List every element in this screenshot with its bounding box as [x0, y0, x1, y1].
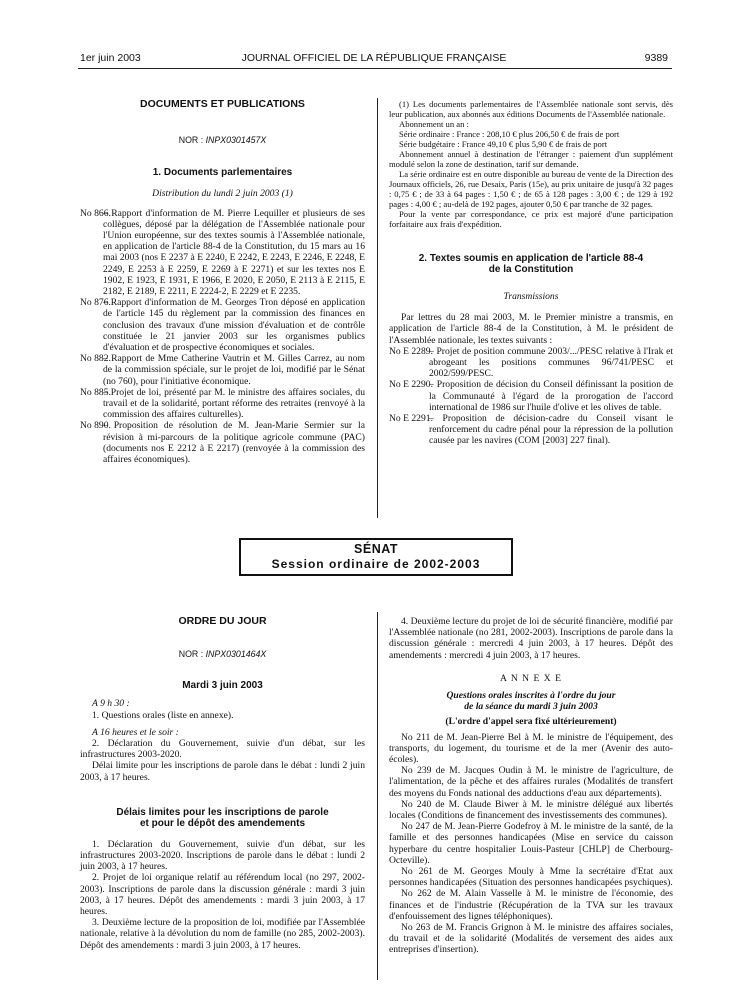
time-16h: A 16 heures et le soir : [92, 726, 179, 738]
section-title: ORDRE DU JOUR [178, 615, 267, 627]
question-item: No 261 de M. Georges Mouly à Mme la secrétaire d'Etat aux personnes handicapées (Situation des personnes handicapées psychiques). [389, 866, 673, 889]
list-item: No 885. – Projet de loi, présenté par M. le ministre des affaires sociales, du travail et de la solidarité, portant réforme des retraites (renvoyé à la commission des affaires culturelles). [80, 386, 365, 421]
right-bottom-column [389, 616, 673, 956]
serie-disponible: La série ordinaire est en outre disponible au bureau de vente de la Direction des Journaux officiels, 26, rue Desaix, Paris (15e), au prix unitaire de jusqu'à 32 pages : 0,75 € ; de 33 à 64 pages : 1,50 € ; de 65 à 128 pages : 3,00 € ; de 129 à 192 pages : 4,00 € ; au-delà de 192 pages, ajouter 0,50 € par tranche de 32 pages. [389, 169, 673, 209]
column-divider-top [377, 98, 378, 518]
question-item: No 247 de M. Jean-Pierre Godefroy à M. le ministre de la santé, de la famille et des personnes handicapées (Mise en service du caisson hyperbare du centre hospitalier Louis-Pasteur [CHLP] de Cherbourg-Octeville). [389, 821, 673, 866]
list-item: No 876. – Rapport d'information de M. Georges Tron déposé en application de l'article 145 du règlement par la commission des finances en conclusion des travaux d'une mission d'évaluation et de contrôle constituée le 21 janvier 2003 sur les organismes publics d'évaluation et de prospective économiques et sociales. [80, 297, 365, 354]
list-item: No E 2291. – Proposition de décision-cadre du Conseil visant le renforcement du cadre pénal pour la répression de la pollution causée par les navires (COM [2003] 227 final). [389, 413, 673, 447]
question-item: No 262 de M. Alain Vasselle à M. le ministre de l'économie, des finances et de l'industrie (Récupération de la TVA sur les travaux d'enfouissement des lignes téléphoniques). [389, 888, 673, 922]
senat-banner [239, 538, 513, 576]
page-number: 9389 [644, 52, 668, 64]
footnote-block [389, 99, 673, 229]
nor-reference: NOR : INPX0301464X [178, 649, 267, 660]
delai-limite: Délai limite pour les inscriptions de parole dans le débat : lundi 2 juin 2003, à 17 heures. [80, 760, 365, 783]
distribution-line: Distribution du lundi 2 juin 2003 (1) [152, 188, 293, 200]
question-item: No 263 de M. Francis Grignon à M. le ministre des affaires sociales, du travail et de la solidarité (Modalités de versement des aides aux entreprises d'insertion). [389, 922, 673, 956]
column-divider-bottom [377, 612, 378, 980]
question-item: No 211 de M. Jean-Pierre Bel à M. le ministre de l'équipement, des transports, du logement, du tourisme et de la mer (Avenir des auto-écoles). [389, 731, 673, 766]
list-item: No E 2289. – Projet de position commune 2003/.../PESC relative à l'Irak et abrogeant les positions communes 96/741/PESC et 2002/599/PESC. [389, 345, 673, 380]
delai-item-4: 4. Deuxième lecture du projet de loi de sécurité financière, modifié par l'Assemblée nationale (no 281, 2002-2003). Inscriptions de parole dans la discussion générale : mercredi 4 juin 2003, à 17 heures. Dépôt des amendements : mercredi 4 juin 2003, à 17 heures. [389, 616, 673, 661]
time-9h30: A 9 h 30 : [92, 698, 130, 710]
delai-item-2: 2. Projet de loi organique relatif au référendum local (no 297, 2002-2003). Inscriptions de parole dans la discussion générale : mardi 3 juin 2003, à 17 heures. Dépôt des amendements : mardi 3 juin 2003, à 17 heures. [80, 872, 365, 918]
delai-item-3: 3. Deuxième lecture de la proposition de loi, modifiée par l'Assemblée nationale, relative à la dévolution du nom de famille (no 285, 2002-2003). Dépôt des amendements : mardi 3 juin 2003, à 17 heures. [80, 917, 365, 951]
list-item: No 890. – Proposition de résolution de M. Jean-Marie Sermier sur la révision à mi-parcours de la politique agricole commune (PAC) (documents nos E 2212 à E 2217) (renvoyée à la commission des affaires économiques). [80, 420, 365, 466]
journal-title: JOURNAL OFFICIEL DE LA RÉPUBLIQUE FRANÇAISE [241, 52, 507, 64]
serie-ordinaire: Série ordinaire : France : 208,10 € plus 206,50 € de frais de port [399, 129, 620, 139]
senat-title: SÉNAT [354, 542, 398, 556]
list-item: No 866. – Rapport d'information de M. Pierre Lequiller et plusieurs de ses collègues, déposé par la délégation de l'Assemblée nationale pour l'Union européenne, sur des textes soumis à l'Assemblée nationale, en application de l'article 88-4 de la Constitution, du 15 mars au 16 mai 2003 (nos E 2237 à E 2240, E 2242, E 2243, E 2246, E 2248, E 2249, E 2253 à E 2259, E 2269 à E 2271) et sur les textes nos E 1902, E 1923, E 1931, E 1966, E 2020, E 2050, E 2113 à E 2115, E 2182, E 2189, E 2211, E 2224-2, E 2229 et E 2235. [80, 207, 365, 298]
header-rule [78, 68, 672, 69]
ordre-du-jour-section [80, 616, 365, 951]
nor-reference: NOR : INPX0301457X [178, 135, 267, 146]
questions-title: Questions orales inscrites à l'ordre du jour de la séance du mardi 3 juin 2003 [446, 690, 616, 713]
question-item: No 240 de M. Claude Biwer à M. le ministre délégué aux libertés locales (Conditions de financement des investissements des communes). [389, 798, 673, 822]
right-top-column [389, 99, 673, 447]
footnote: (1) Les documents parlementaires de l'Assemblée nationale sont servis, dès leur publication, aux abonnés aux éditions Documents de l'Assemblée nationale. [389, 99, 673, 119]
serie-budgetaire: Série budgétaire : France 49,10 € plus 5,90 € de frais de port [399, 139, 608, 149]
annexe-heading: A N N E X E [500, 672, 562, 684]
section-title: DOCUMENTS ET PUBLICATIONS [140, 98, 305, 110]
question-item: No 239 de M. Jacques Oudin à M. le ministre de l'agriculture, de l'alimentation, de la pêche et des affaires rurales (Modalités de transfert des moyens du Fonds national des adductions d'eau aux départements). [389, 765, 673, 799]
session-title: Session ordinaire de 2002-2003 [271, 557, 481, 571]
documents-publications-section [80, 99, 365, 465]
abonnement: Abonnement un an : [399, 119, 469, 129]
delai-item-1: 1. Déclaration du Gouvernement, suivie d'un débat, sur les infrastructures 2003-2020. Inscriptions de parole dans le débat : lundi 2 juin 2003, à 17 heures. [80, 838, 365, 873]
transmissions-intro: Par lettres du 28 mai 2003, M. le Premier ministre a transmis, en application de l'article 88-4 de la Constitution, à M. le président de l'Assemblée nationale, les textes suivants : [389, 312, 673, 346]
subsection-title: 2. Textes soumis en application de l'article 88-4 de la Constitution [418, 253, 644, 275]
delais-title: Délais limites pour les inscriptions de parole et pour le dépôt des amendements [116, 806, 329, 829]
header-date: 1er juin 2003 [80, 52, 141, 64]
vente-correspondance: Pour la vente par correspondance, ce prix est majoré d'une participation forfaitaire aux frais d'expédition. [389, 209, 673, 229]
abonnement-etranger: Abonnement annuel à destination de l'étranger : paiement d'un supplément modulé selon la zone de destination, tarif sur demande. [389, 149, 673, 169]
agenda-item-1: 1. Questions orales (liste en annexe). [92, 709, 234, 721]
list-item: No E 2290. – Proposition de décision du Conseil définissant la position de la Communauté à l'égard de la prorogation de l'accord international de 1986 sur l'huile d'olive et les olives de table. [389, 379, 673, 413]
transmissions-heading: Transmissions [503, 291, 559, 302]
subsection-title: 1. Documents parlementaires [152, 167, 293, 179]
agenda-item-2: 2. Déclaration du Gouvernement, suivie d'un débat, sur les infrastructures 2003-2020. [80, 738, 365, 761]
ordre-appel: (L'ordre d'appel sera fixé ultérieurement) [445, 716, 617, 728]
session-date: Mardi 3 juin 2003 [182, 680, 263, 692]
list-item: No 882. – Rapport de Mme Catherine Vautrin et M. Gilles Carrez, au nom de la commission spéciale, sur le projet de loi, modifié par le Sénat (no 760), pour l'initiative économique. [80, 353, 365, 387]
